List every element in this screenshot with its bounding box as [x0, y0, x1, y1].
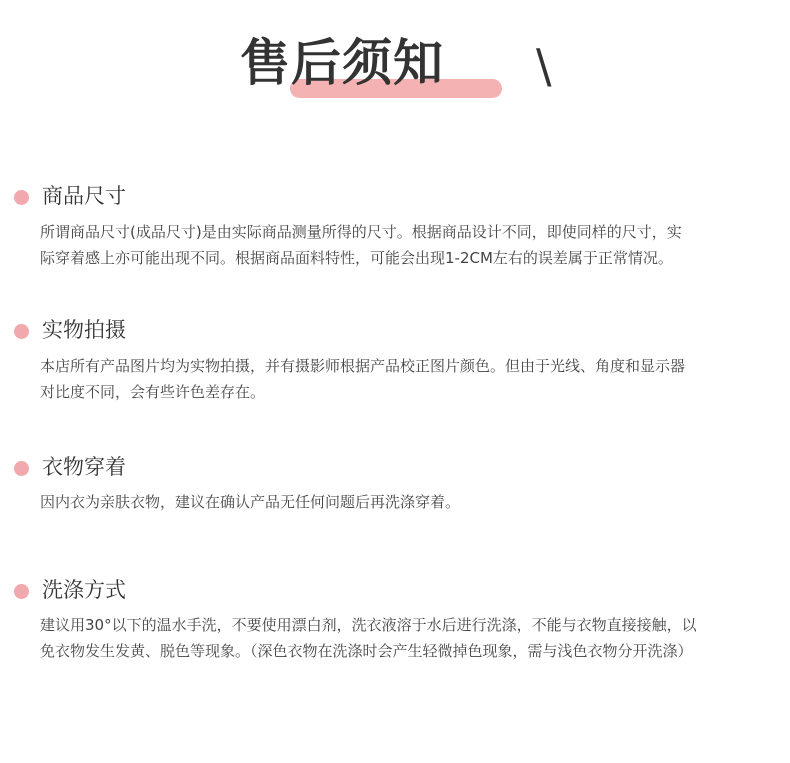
- body-line: 际穿着感上亦可能出现不同。根据商品面料特性，可能会出现1-2CM左右的误差属于正常情况。: [40, 249, 673, 267]
- section-body: [40, 353, 778, 405]
- bullet-dot-icon: [14, 461, 29, 476]
- section-heading: 商品尺寸: [42, 184, 126, 208]
- bullet-dot-icon: [14, 584, 29, 599]
- section-heading: 实物拍摄: [42, 318, 126, 342]
- body-line: 对比度不同，会有些许色差存在。: [40, 383, 266, 401]
- page-header: [0, 0, 790, 110]
- title-slash-mark: \: [536, 39, 552, 93]
- section-body: [40, 612, 778, 664]
- body-line: 因内衣为亲肤衣物，建议在确认产品无任何问题后再洗涤穿着。: [40, 493, 461, 511]
- body-line: 建议用30°以下的温水手洗，不要使用漂白剂，洗衣液溶于水后进行洗涤，不能与衣物直接接触，以: [40, 616, 697, 634]
- section-heading: 衣物穿着: [42, 455, 126, 479]
- bullet-dot-icon: [14, 190, 29, 205]
- body-line: 所谓商品尺寸(成品尺寸)是由实际商品测量所得的尺寸。根据商品设计不同，即使同样的尺寸，实: [40, 223, 682, 241]
- section-heading: 洗涤方式: [42, 578, 126, 602]
- page-title: 售后须知: [240, 34, 444, 92]
- body-line: 免衣物发生发黄、脱色等现象。（深色衣物在洗涤时会产生轻微掉色现象，需与浅色衣物分开洗涤）: [40, 642, 693, 660]
- body-line: 本店所有产品图片均为实物拍摄，并有摄影师根据产品校正图片颜色。但由于光线、角度和显示器: [40, 357, 686, 375]
- section-body: [40, 219, 778, 271]
- section-body: [40, 489, 778, 515]
- bullet-dot-icon: [14, 324, 29, 339]
